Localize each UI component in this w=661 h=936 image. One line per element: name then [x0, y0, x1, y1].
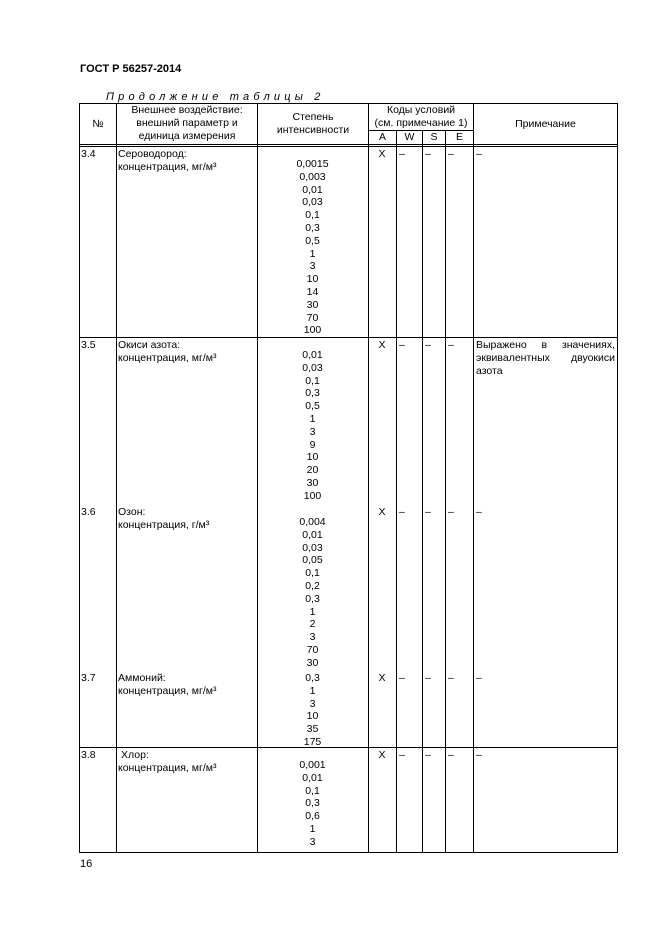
row-code-a: X [378, 339, 386, 351]
intensity-value: 0,3 [305, 387, 320, 400]
intensity-value: 3 [309, 835, 316, 848]
header-code-s: S [430, 131, 438, 143]
intensity-value: 30 [306, 476, 319, 489]
intensity-value: 0,5 [305, 400, 320, 413]
intensity-value: 30 [306, 656, 319, 669]
row-number: 3.4 [81, 148, 96, 160]
intensity-value: 1 [309, 605, 316, 618]
header-note: Примечание [515, 118, 576, 130]
row-code-w: – [399, 672, 405, 684]
intensity-value: 35 [306, 723, 319, 736]
intensity-value: 0,0015 [296, 158, 329, 170]
header-code-a: A [378, 131, 386, 143]
row-code-e: – [448, 506, 454, 518]
row-code-s: – [425, 506, 431, 518]
row-factor-unit: концентрация, мг/м³ [118, 352, 217, 364]
intensity-value: 0,1 [305, 784, 320, 797]
row-code-a: X [378, 148, 386, 160]
row-values [257, 349, 368, 503]
document-code: ГОСТ Р 56257-2014 [80, 63, 182, 75]
row-number: 3.7 [81, 672, 96, 684]
intensity-value: 0,01 [302, 183, 323, 196]
row-code-a: X [378, 672, 386, 684]
intensity-value: 0,01 [302, 528, 323, 541]
row-factor-unit: концентрация, мг/м³ [118, 762, 217, 774]
row-factor-name: Аммоний: [118, 672, 166, 684]
intensity-value: 0,03 [302, 541, 323, 554]
intensity-value: 0,004 [299, 516, 326, 528]
intensity-value: 0,3 [305, 592, 320, 605]
row-code-a: X [378, 506, 386, 518]
intensity-value: 0,01 [302, 349, 323, 361]
row-values [257, 672, 368, 749]
row-number: 3.5 [81, 339, 96, 351]
row-factor-unit: концентрация, мг/м³ [118, 161, 217, 173]
header-code-w: W [404, 131, 415, 143]
row-code-e: – [448, 148, 454, 160]
intensity-value: 1 [309, 822, 316, 835]
row-code-s: – [425, 339, 431, 351]
row-factor-name: Сероводород: [118, 148, 187, 160]
row-code-w: – [399, 339, 405, 351]
row-code-s: – [425, 749, 431, 761]
header-code-e: E [455, 131, 463, 143]
intensity-value: 0,05 [302, 554, 323, 567]
intensity-value: 9 [309, 438, 316, 451]
page-number: 16 [80, 858, 93, 870]
header-codes: Коды условий (см. примечание 1) [374, 104, 468, 129]
intensity-value: 70 [306, 643, 319, 656]
intensity-value: 0,6 [305, 810, 320, 823]
intensity-value: 10 [306, 710, 319, 723]
intensity-value: 0,1 [305, 209, 320, 222]
row-factor-name: Хлор: [121, 749, 149, 761]
intensity-value: 20 [306, 464, 319, 477]
intensity-value: 0,03 [302, 361, 323, 374]
row-code-w: – [399, 749, 405, 761]
row-code-w: – [399, 148, 405, 160]
intensity-value: 10 [306, 451, 319, 464]
row-note: – [476, 148, 482, 160]
intensity-value: 30 [306, 298, 319, 311]
intensity-value: 0,2 [305, 579, 320, 592]
row-factor-unit: концентрация, мг/м³ [118, 685, 217, 697]
intensity-value: 0,5 [305, 234, 320, 247]
row-values [257, 158, 368, 337]
intensity-value: 0,001 [299, 759, 326, 771]
header-number: № [92, 118, 104, 130]
row-code-a: X [378, 749, 386, 761]
table-continuation-caption: Продолжение таблицы 2 [106, 91, 325, 103]
intensity-value: 3 [309, 697, 316, 710]
intensity-value: 0,1 [305, 374, 320, 387]
intensity-value: 0,03 [302, 196, 323, 209]
intensity-value: 1 [309, 247, 316, 260]
header-factor: Внешнее воздействие: внешний параметр и единица измерения [131, 104, 243, 142]
intensity-value: 3 [309, 631, 316, 644]
intensity-value: 1 [309, 684, 316, 697]
intensity-value: 1 [309, 412, 316, 425]
row-number: 3.8 [81, 749, 96, 761]
intensity-value: 14 [306, 285, 319, 298]
row-number: 3.6 [81, 506, 96, 518]
row-values [257, 516, 368, 670]
row-code-e: – [448, 672, 454, 684]
intensity-value: 2 [309, 618, 316, 631]
row-note: Выражено в значениях, эквивалентных двуокиси азота [476, 339, 615, 377]
row-note: – [476, 749, 482, 761]
row-factor-unit: концентрация, г/м³ [118, 519, 210, 531]
intensity-value: 0,3 [305, 797, 320, 810]
intensity-value: 0,3 [305, 672, 320, 684]
row-factor-name: Окиси азота: [118, 339, 181, 351]
row-code-e: – [448, 749, 454, 761]
intensity-value: 175 [303, 735, 322, 748]
intensity-value: 10 [306, 273, 319, 286]
intensity-value: 3 [309, 260, 316, 273]
intensity-value: 0,01 [302, 771, 323, 784]
row-code-s: – [425, 672, 431, 684]
intensity-value: 3 [309, 425, 316, 438]
row-values [257, 759, 368, 849]
intensity-value: 70 [306, 311, 319, 324]
header-degree: Степень интенсивности [276, 111, 350, 136]
intensity-value: 100 [303, 324, 322, 337]
row-factor-name: Озон: [118, 506, 146, 518]
intensity-value: 0,1 [305, 567, 320, 580]
row-code-e: – [448, 339, 454, 351]
intensity-value: 0,003 [299, 170, 326, 183]
row-code-s: – [425, 148, 431, 160]
intensity-value: 0,3 [305, 221, 320, 234]
intensity-value: 100 [303, 489, 322, 502]
row-note: – [476, 672, 482, 684]
row-code-w: – [399, 506, 405, 518]
row-note: – [476, 506, 482, 518]
